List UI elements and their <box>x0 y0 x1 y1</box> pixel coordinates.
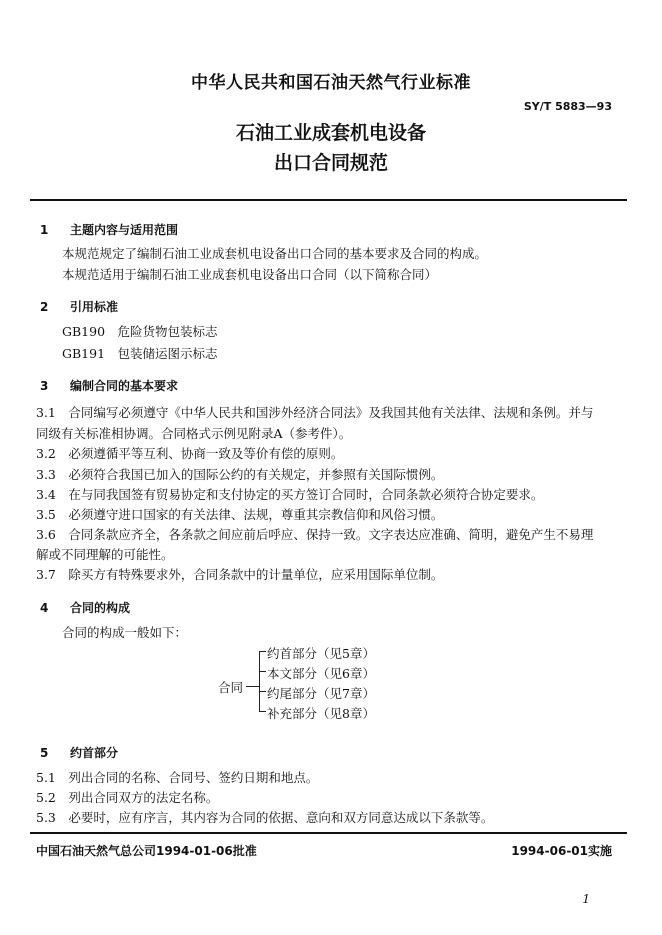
clause-3-1-line-1: 3.1 合同编写必须遵守《中华人民共和国涉外经济合同法》及我国其他有关法律、法规和条例。并与 <box>36 405 594 420</box>
contract-part-ending: 约尾部分（见7章） <box>267 686 375 701</box>
section-4-title: 合同的构成 <box>70 601 131 615</box>
clause-3-4: 3.4 在与同我国签有贸易协定和支付协定的买方签订合同时，合同条款必须符合协定要求。 <box>36 487 544 502</box>
section-1-heading <box>40 221 178 238</box>
contract-root-label: 合同 <box>218 680 244 695</box>
reference-gb191: GB191 包装储运图示标志 <box>62 346 218 361</box>
bracket-branch <box>259 691 266 692</box>
section-2-heading <box>40 298 118 315</box>
clause-3-5: 3.5 必须遵守进口国家的有关法律、法规，尊重其宗教信仰和风俗习惯。 <box>36 507 444 522</box>
implementation-date: 1994-06-01实施 <box>511 844 612 858</box>
clause-3-7: 3.7 除买方有特殊要求外，合同条款中的计量单位，应采用国际单位制。 <box>36 567 444 582</box>
top-rule <box>30 199 627 201</box>
bracket-stem <box>246 686 259 687</box>
section-2-number: 2 <box>40 300 49 314</box>
bottom-rule <box>30 832 627 834</box>
section-4-heading <box>40 599 130 616</box>
section-5-title: 约首部分 <box>70 746 119 760</box>
section-2-title: 引用标准 <box>70 300 119 314</box>
section-3-heading <box>40 377 178 394</box>
approval-note: 中国石油天然气总公司1994-01-06批准 <box>36 844 257 858</box>
section-5-number: 5 <box>40 746 49 760</box>
section-1-paragraph-2: 本规范适用于编制石油工业成套机电设备出口合同（以下简称合同） <box>62 267 438 282</box>
section-1-number: 1 <box>40 223 49 237</box>
bracket-spine <box>259 651 260 711</box>
clause-5-2: 5.2 列出合同双方的法定名称。 <box>36 790 219 805</box>
section-4-number: 4 <box>40 601 49 615</box>
clause-3-6-line-2: 解或不同理解的可能性。 <box>36 547 174 562</box>
section-1-paragraph-1: 本规范规定了编制石油工业成套机电设备出口合同的基本要求及合同的构成。 <box>62 246 488 261</box>
section-1-title: 主题内容与适用范围 <box>70 223 179 237</box>
document-title-line-1: 石油工业成套机电设备 <box>235 122 426 144</box>
section-5-heading <box>40 744 118 761</box>
clause-3-2: 3.2 必须遵循平等互利、协商一致及等价有偿的原则。 <box>36 446 344 461</box>
clause-3-6-line-1: 3.6 合同条款应齐全，各条款之间应前后呼应、保持一致。文字表达应准确、简明，避免产生不易理 <box>36 527 594 542</box>
section-3-title: 编制合同的基本要求 <box>70 379 179 393</box>
standard-name: 中华人民共和国石油天然气行业标准 <box>191 73 471 93</box>
section-3-number: 3 <box>40 379 49 393</box>
clause-3-3: 3.3 必须符合我国已加入的国际公约的有关规定，并参照有关国际惯例。 <box>36 467 444 482</box>
contract-part-body: 本文部分（见6章） <box>267 666 375 681</box>
section-4-intro: 合同的构成一般如下： <box>62 625 188 640</box>
clause-5-3: 5.3 必要时，应有序言，其内容为合同的依据、意向和双方同意达成以下条款等。 <box>36 810 494 825</box>
reference-gb190: GB190 危险货物包装标志 <box>62 324 218 339</box>
contract-part-supplement: 补充部分（见8章） <box>267 706 375 721</box>
standard-code: SY/T 5883—93 <box>523 100 612 113</box>
document-title-line-2: 出口合同规范 <box>273 152 388 174</box>
bracket-branch <box>259 711 266 712</box>
contract-part-preamble: 约首部分（见5章） <box>267 646 375 661</box>
bracket-branch <box>259 671 266 672</box>
clause-3-1-line-2: 同级有关标准相协调。合同格式示例见附录A（参考件）。 <box>36 426 352 441</box>
bracket-branch <box>259 651 266 652</box>
page-number: 1 <box>582 892 590 906</box>
clause-5-1: 5.1 列出合同的名称、合同号、签约日期和地点。 <box>36 770 319 785</box>
